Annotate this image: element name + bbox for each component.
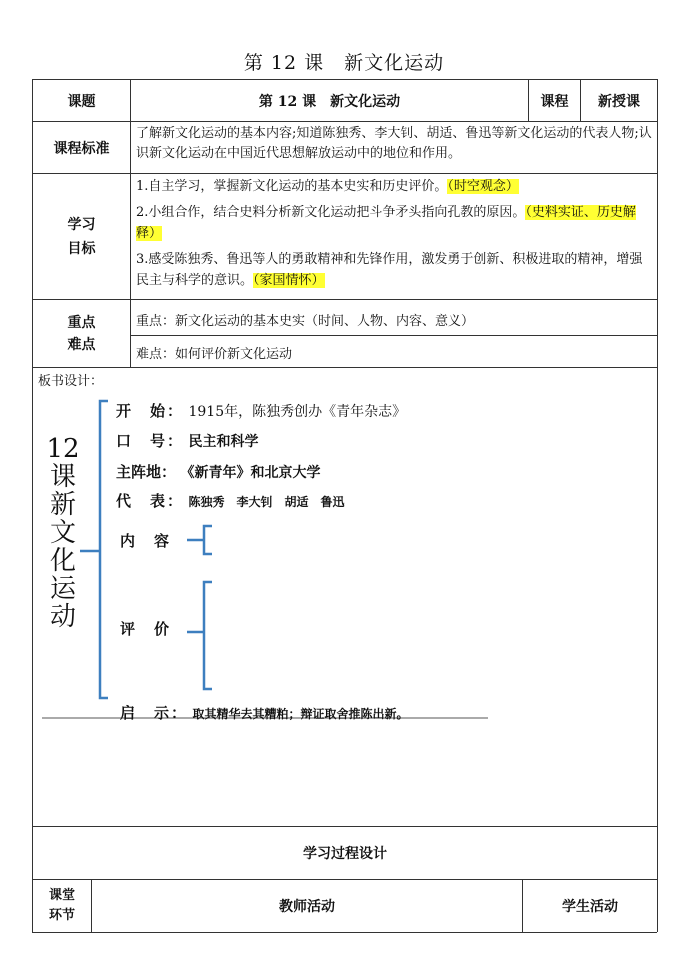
key-difficult-label-line1: 重点 [67, 314, 96, 331]
standard-label: 课程标准 [53, 140, 110, 157]
board-design-label: 板书设计： [38, 374, 104, 389]
page-title: 第 12 课 新文化运动 [243, 52, 445, 74]
board-evaluation-label: 评 价 [120, 620, 172, 638]
student-activity-header: 学生活动 [562, 899, 618, 915]
course-type-value: 新授课 [598, 93, 640, 110]
key-difficult-label-line2: 难点 [67, 336, 96, 353]
teacher-activity-header: 教师活动 [279, 899, 335, 915]
stage-label-line1: 课堂 [48, 888, 75, 903]
process-design-title: 学习过程设计 [303, 846, 387, 862]
objective-1-tag: （时空观念） [447, 179, 519, 194]
board-start: 开 始： 1915年，陈独秀创办《青年杂志》 [116, 402, 407, 420]
key-point: 重点：新文化运动的基本史实（时间、人物、内容、意义） [136, 314, 475, 329]
topic-value: 第 12 课 新文化运动 [258, 93, 401, 110]
course-type-label: 课程 [540, 93, 569, 110]
difficult-point: 难点：如何评价新文化运动 [136, 347, 293, 362]
objective-1: 1.自主学习，掌握新文化运动的基本史实和历史评价。（时空观念） [136, 179, 519, 194]
objective-3-tag: （家国情怀） [253, 273, 325, 288]
standard-text: 了解新文化运动的基本内容;知道陈独秀、李大钊、胡适、鲁迅等新文化运动的代表人物;认识新文化运动在中国近代思想解放运动中的地位和作用。 [136, 126, 652, 161]
board-slogan: 口 号： 民主和科学 [116, 432, 259, 450]
objective-2: 2.小组合作，结合史料分析新文化运动把斗争矛头指向孔教的原因。（史料实证、历史解释） [136, 205, 636, 241]
topic-label: 课题 [67, 93, 96, 110]
board-vertical-title: 12课新文化运动 [46, 434, 80, 632]
objectives-label-line1: 学习 [67, 216, 96, 233]
objectives-label-line2: 目标 [67, 240, 96, 257]
board-insight: 启 示： 取其精华去其糟粕；辩证取舍推陈出新。 [120, 704, 409, 722]
board-base: 主阵地： 《新青年》和北京大学 [116, 463, 321, 481]
stage-label-line2: 环节 [48, 908, 75, 923]
board-representatives: 代 表： 陈独秀 李大钊 胡适 鲁迅 [116, 492, 345, 510]
objective-2-tag: （史料实证、历史解释） [136, 205, 636, 241]
board-content-label: 内 容 [120, 532, 172, 550]
stage-label [33, 880, 91, 932]
objective-3: 3.感受陈独秀、鲁迅等人的勇敢精神和先锋作用，激发勇于创新、积极进取的精神，增强民主与科学的意识。（家国情怀） [136, 252, 643, 288]
